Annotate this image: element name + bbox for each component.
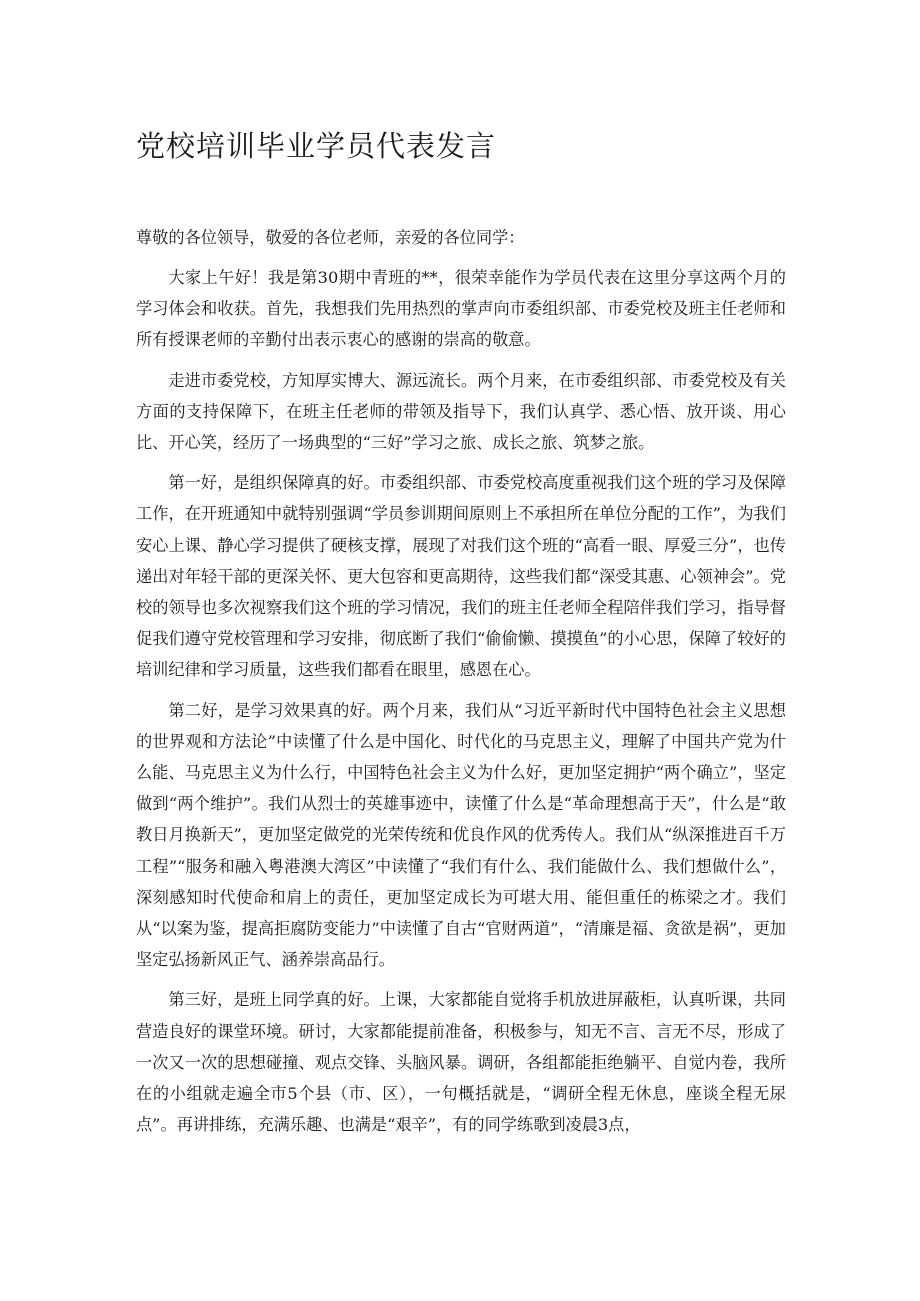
paragraph-second-good: 第二好，是学习效果真的好。两个月来，我们从“习近平新时代中国特色社会主义思想的世界观和方法论”中读懂了什么是中国化、时代化的马克思主义，理解了中国共产党为什么能、马克思主义为什么行，中国特色社会主义为什么好，更加坚定拥护“两个确立”，坚定做到“两个维护”。我们从烈士的英雄事迹中，读懂了什么是“革命理想高于天”，什么是“敢教日月换新天”，更加坚定做党的光荣传统和优良作风的优秀传人。我们从“纵深推进百千万工程”“服务和融入粤港澳大湾区”中读懂了“我们有什么、我们能做什么、我们想做什么”，深刻感知时代使命和肩上的责任，更加坚定成长为可堪大用、能但重任的栋梁之才。我们从“以案为鉴，提高拒腐防变能力”中读懂了自古“官财两道”，“清廉是福、贪欲是祸”，更加坚定弘扬新风正气、涵养崇高品行。: [136, 700, 786, 970]
paragraph-introduction: 走进市委党校，方知厚实博大、源远流长。两个月来，在市委组织部、市委党校及有关方面的支持保障下，在班主任老师的带领及指导下，我们认真学、悉心悟、放开谈、用心比、开心笑，经历了一场典型的“三好”学习之旅、成长之旅、筑梦之旅。: [136, 370, 786, 453]
salutation: 尊敬的各位领导，敬爱的各位老师，亲爱的各位同学：: [136, 228, 525, 247]
document-title: 党校培训毕业学员代表发言: [136, 129, 497, 163]
paragraph-first-good: 第一好，是组织保障真的好。市委组织部、市委党校高度重视我们这个班的学习及保障工作，在开班通知中就特别强调“学员参训期间原则上不承担所在单位分配的工作”，为我们安心上课、静心学习提供了硬核支撑，展现了对我们这个班的“高看一眼、厚爱三分”，也传递出对年轻干部的更深关怀、更大包容和更高期待，这些我们都“深受其惠、心领神会”。党校的领导也多次视察我们这个班的学习情况，我们的班主任老师全程陪伴我们学习，指导督促我们遵守党校管理和学习安排，彻底断了我们“偷偷懒、摸摸鱼”的小心思，保障了较好的培训纪律和学习质量，这些我们都看在眼里，感恩在心。: [136, 473, 786, 680]
document-body: [136, 222, 786, 1149]
paragraph-opening: 大家上午好！我是第30期中青班的**，很荣幸能作为学员代表在这里分享这两个月的学习体会和收获。首先，我想我们先用热烈的掌声向市委组织部、市委党校及班主任老师和所有授课老师的辛勤付出表示衷心的感谢的崇高的敬意。: [136, 268, 786, 350]
paragraph-third-good: 第三好，是班上同学真的好。上课，大家都能自觉将手机放进屏蔽柜，认真听课，共同营造良好的课堂环境。研讨，大家都能提前准备，积极参与，知无不言、言无不尽，形成了一次又一次的思想碰撞、观点交锋、头脑风暴。调研，各组都能拒绝躺平、自觉内卷，我所在的小组就走遍全市5个县（市、区），一句概括就是，“调研全程无休息，座谈全程无尿点”。再讲排练，充满乐趣、也满是“艰辛”，有的同学练歌到凌晨3点，: [136, 990, 786, 1135]
